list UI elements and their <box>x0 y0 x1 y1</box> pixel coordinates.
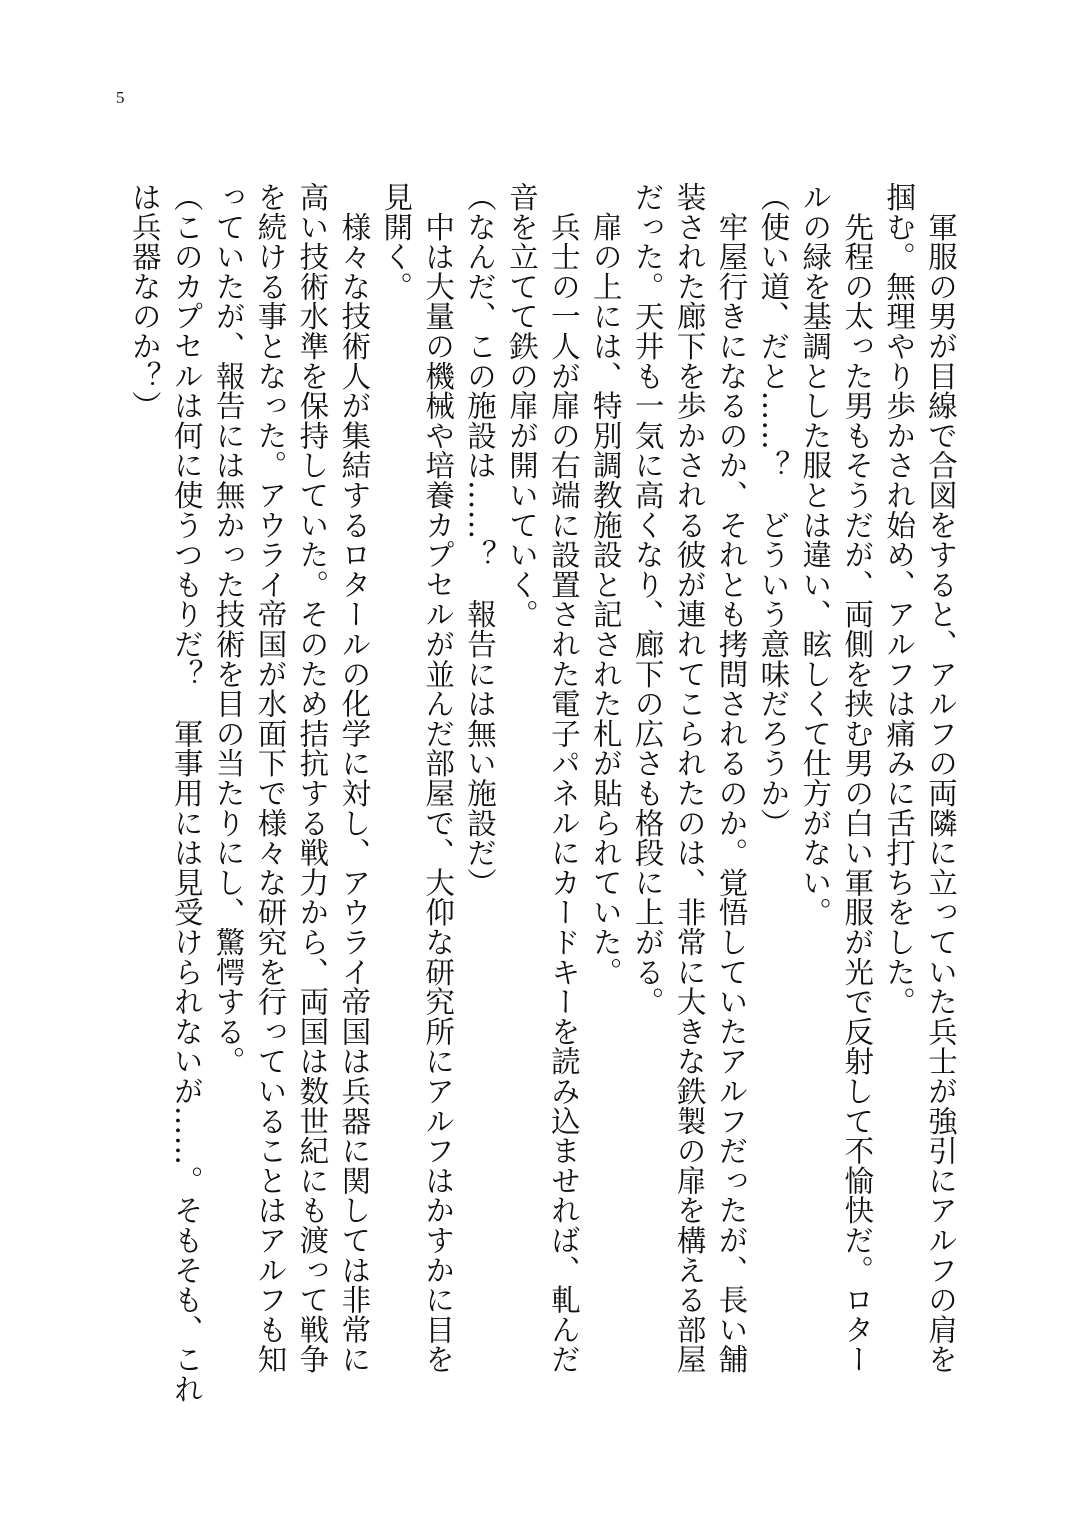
vertical-text-body <box>123 182 961 1402</box>
text-line: 軍服の男が目線で合図をすると、アルフの両隣に立っていた兵士が強引にアルフの肩を <box>924 182 958 1374</box>
text-line: 装された廊下を歩かされる彼が連れてこられたのは、非常に大きな鉄製の扉を構える部屋 <box>672 182 707 1374</box>
text-line: 牢屋行きになるのか、それとも拷問されるのか。覚悟していたアルフだったが、長い舗 <box>714 182 749 1374</box>
text-line: 高い技術水準を保持していた。そのため拮抗する戦力から、両国は数世紀にも渡って戦争 <box>295 182 330 1374</box>
text-line: ルの緑を基調とした服とは違い、眩しくて仕方がない。 <box>798 182 833 927</box>
text-line: 先程の太った男もそうだが、両側を挟む男の白い軍服が光で反射して不愉快だ。ロター <box>840 182 875 1374</box>
text-line: 様々な技術人が集結するロタールの化学に対し、アウライ帝国は兵器に関しては非常に <box>337 182 372 1374</box>
text-line: は兵器なのか？） <box>127 182 162 421</box>
text-line: だった。天井も一気に高くなり、廊下の広さも格段に上がる。 <box>630 182 665 1017</box>
text-line: 中は大量の機械や培養カプセルが並んだ部屋で、大仰な研究所にアルフはかすかに目を <box>421 182 456 1374</box>
text-line: 扉の上には、特別調教施設と記された札が貼られていた。 <box>588 182 623 987</box>
text-line: （このカプセルは何に使うつもりだ？ 軍事用には見受けられないが……。そもそも、これ <box>169 182 204 1404</box>
text-line: 見開く。 <box>379 182 414 302</box>
page-number: 5 <box>116 88 125 107</box>
text-line: っていたが、報告には無かった技術を目の当たりにし、驚愕する。 <box>211 182 246 1076</box>
text-line: を続ける事となった。アウライ帝国が水面下で様々な研究を行っていることはアルフも知 <box>253 182 288 1374</box>
text-line: （使い道、だと……？ どういう意味だろうか） <box>756 182 791 838</box>
text-line: 兵士の一人が扉の右端に設置された電子パネルにカードキーを読み込ませれば、軋んだ <box>546 182 581 1374</box>
text-line: 掴む。無理やり歩かされ始め、アルフは痛みに舌打ちをした。 <box>882 182 917 1017</box>
text-line: 音を立てて鉄の扉が開いていく。 <box>504 182 539 629</box>
text-line: （なんだ、この施設は……？ 報告には無い施設だ） <box>463 182 498 898</box>
